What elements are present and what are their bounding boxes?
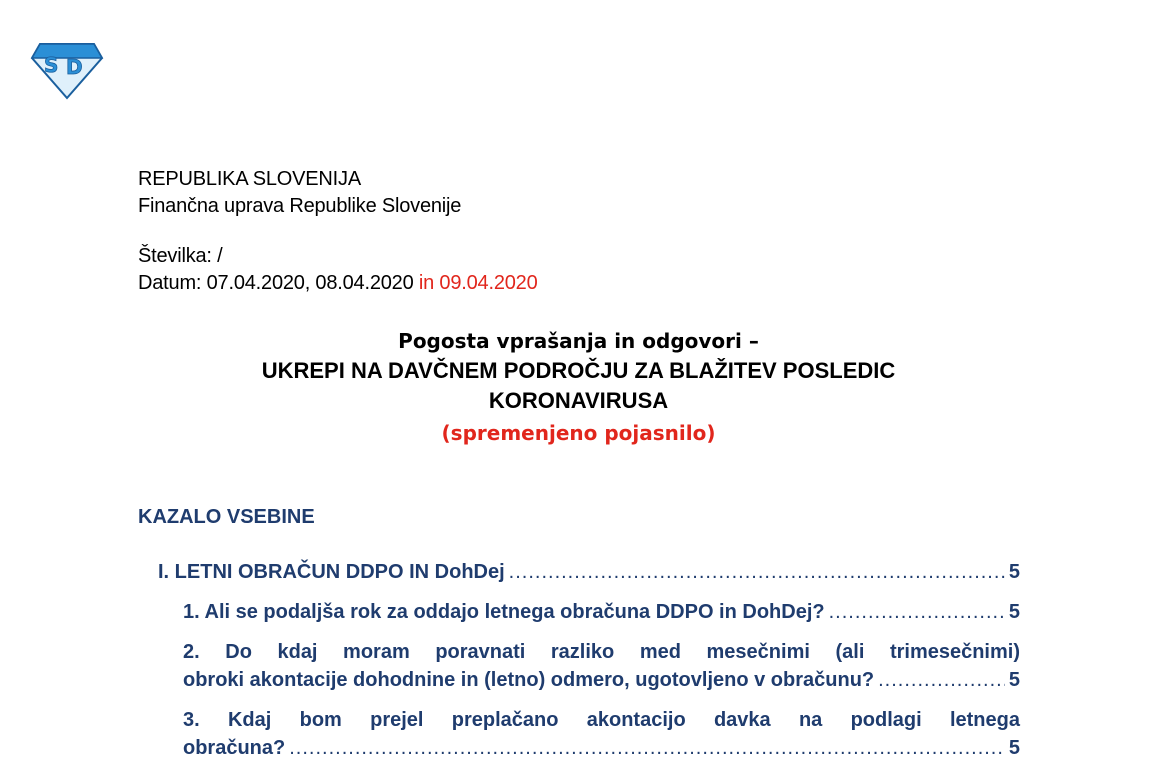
toc-entry-section-1[interactable] [138, 558, 1020, 586]
document-date-added: in 09.04.2020 [418, 272, 538, 294]
title-line-2: UKREPI NA DAVČNEM PODROČJU ZA BLAŽITEV POSLEDIC [261, 358, 896, 383]
document-title [0, 326, 1157, 448]
document-meta [138, 243, 538, 297]
toc-entry-text: 1. Ali se podaljša rok za oddajo letnega obračuna DDPO in DohDej? [183, 601, 825, 623]
issuer-authority: Finančna uprava Republike Slovenije [138, 195, 462, 217]
toc-heading: KAZALO VSEBINE [138, 506, 315, 528]
toc-entry-text: I. LETNI OBRAČUN DDPO IN DohDej [158, 561, 505, 583]
svg-text:S: S [44, 53, 59, 77]
toc-entry-question-3[interactable] [138, 706, 1020, 762]
toc-entry-text-line1: 3. Kdaj bom prejel preplačano akontacijo davka na podlagi letnega [183, 709, 1020, 731]
issuer-block [138, 166, 461, 220]
toc-entry-page: 5 [1008, 737, 1020, 759]
issuer-country: REPUBLIKA SLOVENIJA [138, 168, 361, 190]
title-line-3: KORONAVIRUSA [488, 388, 669, 413]
toc-entry-text-line2: obračuna? [183, 737, 286, 759]
toc-entry-page: 5 [1008, 601, 1020, 623]
toc-entry-question-1[interactable] [138, 598, 1020, 626]
toc-leader-dots [829, 598, 1005, 626]
svg-text:D: D [66, 55, 83, 79]
toc-entry-text-line1: 2. Do kdaj moram poravnati razliko med mesečnimi (ali trimesečnimi) [183, 641, 1020, 663]
toc-leader-dots [289, 734, 1005, 762]
fu-diamond-logo-icon [30, 40, 104, 100]
document-number: Številka: / [138, 245, 223, 267]
toc-entry-page: 5 [1008, 669, 1020, 691]
table-of-contents [138, 558, 1020, 774]
document-date [138, 270, 538, 297]
toc-entry-question-2[interactable] [138, 638, 1020, 694]
toc-leader-dots [878, 666, 1005, 694]
document-date-main: Datum: 07.04.2020, 08.04.2020 [138, 272, 414, 294]
toc-entry-page: 5 [1008, 561, 1020, 583]
toc-leader-dots [509, 558, 1005, 586]
title-note: (spremenjeno pojasnilo) [441, 421, 716, 445]
toc-entry-text-line2: obroki akontacije dohodnine in (letno) odmero, ugotovljeno v obračunu? [183, 669, 875, 691]
title-line-1: Pogosta vprašanja in odgovori – [398, 329, 759, 353]
